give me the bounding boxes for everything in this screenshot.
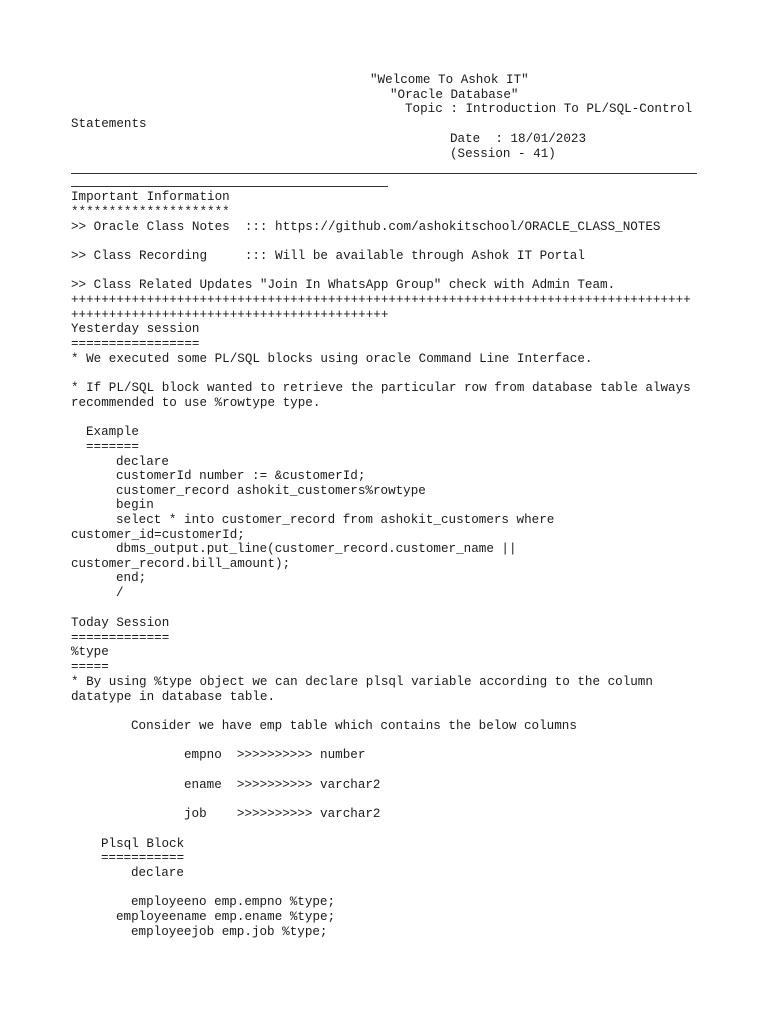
plsql-heading: Plsql Block [101,837,185,851]
column-row: empno >>>>>>>>>> number [184,748,366,762]
column-row: job >>>>>>>>>> varchar2 [184,807,381,821]
type-underline: ===== [71,660,109,674]
yesterday-underline: ================= [71,337,200,351]
type-point-1-cont: datatype in database table. [71,690,276,704]
today-underline: ============= [71,631,170,645]
plsql-code-line: employeeno emp.empno %type; [131,895,336,909]
class-notes-line: >> Oracle Class Notes ::: https://github.com/ashokitschool/ORACLE_CLASS_NOTES [71,220,661,234]
date-line: Date : 18/01/2023 [450,132,587,146]
important-heading: Important Information [71,190,230,204]
class-recording-line: >> Class Recording ::: Will be available through Ashok IT Portal [71,249,585,263]
type-heading: %type [71,645,109,659]
code-line: / [116,586,124,600]
plsql-code-line: employeejob emp.job %type; [131,925,328,939]
plsql-underline: =========== [101,851,185,865]
code-line: customerId number := &customerId; [116,469,366,483]
code-line: customer_record ashokit_customers%rowtype [116,484,426,498]
topic-line: Topic : Introduction To PL/SQL-Control [405,102,693,116]
type-point-1: * By using %type object we can declare plsql variable according to the column [71,675,653,689]
code-line-wrap: customer_id=customerId; [71,528,245,542]
course-title: "Oracle Database" [390,88,519,102]
class-updates-line: >> Class Related Updates "Join In WhatsApp Group" check with Admin Team. [71,278,616,292]
session-line: (Session - 41) [450,147,556,161]
welcome-title: "Welcome To Ashok IT" [370,73,529,87]
example-heading: Example [86,425,139,439]
plus-separator-1: ++++++++++++++++++++++++++++++++++++++++++++++++++++++++++++++++++++++++++++++++++ [71,293,691,307]
consider-line: Consider we have emp table which contains the below columns [131,719,577,733]
yesterday-point-2-cont: recommended to use %rowtype type. [71,396,321,410]
section-divider [71,186,388,187]
topic-continuation: Statements [71,117,147,131]
code-line: declare [116,455,169,469]
code-line: begin [116,498,154,512]
important-underline: ********************* [71,205,230,219]
header-divider [71,173,697,174]
yesterday-heading: Yesterday session [71,322,200,336]
plus-separator-2: ++++++++++++++++++++++++++++++++++++++++++ [71,308,389,322]
code-line: select * into customer_record from ashokit_customers where [116,513,555,527]
yesterday-point-1: * We executed some PL/SQL blocks using oracle Command Line Interface. [71,352,593,366]
code-line: end; [116,571,147,585]
plsql-code-line: declare [131,866,184,880]
example-underline: ======= [86,440,139,454]
column-row: ename >>>>>>>>>> varchar2 [184,778,381,792]
plsql-code-line: employeename emp.ename %type; [116,910,336,924]
yesterday-point-2: * If PL/SQL block wanted to retrieve the particular row from database table always [71,381,691,395]
code-line: dbms_output.put_line(customer_record.customer_name || [116,542,517,556]
code-line-wrap: customer_record.bill_amount); [71,557,291,571]
today-heading: Today Session [71,616,170,630]
